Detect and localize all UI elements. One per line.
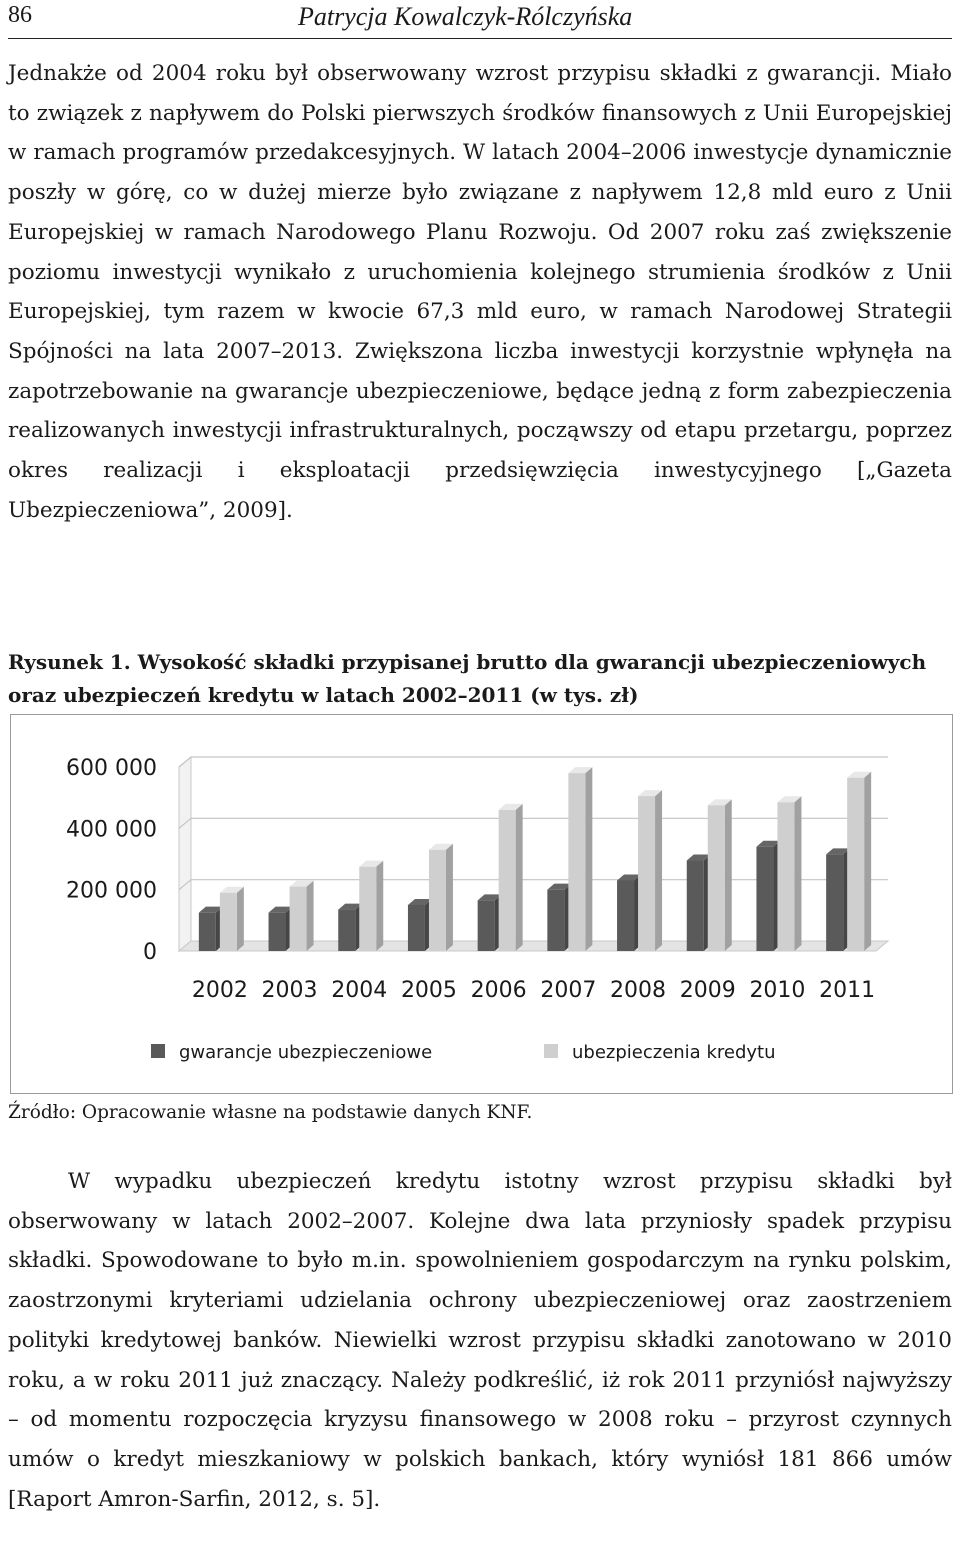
bar-side bbox=[376, 861, 383, 951]
bar bbox=[708, 805, 725, 951]
bar bbox=[756, 847, 773, 951]
running-header bbox=[8, 0, 952, 39]
bar bbox=[638, 796, 655, 951]
running-title: Patrycja Kowalczyk-Rólczyńska bbox=[298, 2, 633, 31]
page-number: 86 bbox=[8, 2, 32, 28]
x-tick-label: 2005 bbox=[400, 978, 457, 1003]
bar bbox=[199, 913, 216, 951]
bar bbox=[338, 910, 355, 951]
bar bbox=[408, 905, 425, 951]
x-tick-label: 2002 bbox=[191, 978, 248, 1003]
figure-caption: Rysunek 1. Wysokość składki przypisanej brutto dla gwarancji ubezpieczeniowych oraz ubezpieczeń kredytu w latach 2002–2011 (w tys. zł) bbox=[8, 650, 927, 707]
bar bbox=[617, 880, 634, 951]
bar-side bbox=[864, 772, 871, 951]
x-tick-label: 2006 bbox=[470, 978, 527, 1003]
bar bbox=[777, 802, 794, 951]
bar bbox=[847, 778, 864, 951]
bar bbox=[499, 810, 516, 951]
bar-side bbox=[307, 881, 314, 951]
bar bbox=[429, 850, 446, 951]
x-tick-label: 2004 bbox=[331, 978, 388, 1003]
legend-swatch bbox=[544, 1044, 558, 1058]
y-tick-label: 0 bbox=[143, 940, 157, 965]
bar bbox=[290, 887, 307, 951]
x-tick-label: 2011 bbox=[819, 978, 876, 1003]
y-tick-label: 400 000 bbox=[66, 817, 157, 843]
bar bbox=[269, 913, 286, 951]
y-tick-label: 600 000 bbox=[66, 756, 157, 781]
bar bbox=[220, 893, 237, 951]
figure-source: Źródło: Opracowanie własne na podstawie danych KNF. bbox=[8, 1102, 533, 1123]
bar bbox=[826, 854, 843, 951]
bar-side bbox=[794, 796, 801, 951]
x-tick-label: 2010 bbox=[749, 978, 806, 1003]
body-paragraph-2: W wypadku ubezpieczeń kredytu istotny wzrost przypisu składki był obserwowany w latach 2002–2007. Kolejne dwa lata przyniosły spadek przypisu składki. Spowodowane to było m.in. spowolnieniem gospodarczym na rynku polskim, zaostrzonymi kryteriami udzielania ochrony ubezpieczeniowej oraz zaostrzeniem polityki kredytowej banków. Niewielki wzrost przypisu składki zanotowano w 2010 roku, a w roku 2011 już znaczący. Należy podkreślić, iż rok 2011 przyniósł najwyższy – od momentu rozpoczęcia kryzysu finansowego w 2008 roku – przyrost czynnych umów o kredyt mieszkaniowy w polskich bankach, który wyniósł 181 866 umów [Raport Amron-Sarfin, 2012, s. 5]. bbox=[8, 1169, 952, 1512]
bar bbox=[687, 861, 704, 951]
legend-label: ubezpieczenia kredytu bbox=[572, 1042, 776, 1063]
bar-side bbox=[655, 790, 662, 951]
bar-side bbox=[725, 799, 732, 951]
bar-side bbox=[585, 767, 592, 951]
figure-chart bbox=[10, 714, 953, 1094]
x-tick-label: 2008 bbox=[610, 978, 667, 1003]
x-tick-label: 2003 bbox=[261, 978, 318, 1003]
x-tick-label: 2009 bbox=[679, 978, 736, 1003]
bar bbox=[359, 867, 376, 951]
legend-swatch bbox=[151, 1044, 165, 1058]
bar-side bbox=[516, 804, 523, 951]
bar-side bbox=[446, 844, 453, 951]
bar bbox=[547, 890, 564, 951]
y-tick-label: 200 000 bbox=[66, 878, 157, 904]
bar bbox=[478, 900, 495, 951]
bar-side bbox=[237, 887, 244, 951]
legend-label: gwarancje ubezpieczeniowe bbox=[179, 1042, 433, 1063]
bar bbox=[568, 773, 585, 951]
bar-chart bbox=[11, 715, 952, 1093]
x-tick-label: 2007 bbox=[540, 978, 597, 1003]
body-paragraph-1: Jednakże od 2004 roku był obserwowany wzrost przypisu składki z gwarancji. Miało to związek z napływem do Polski pierwszych środków finansowych z Unii Europejskiej w ramach programów przedakcesyjnych. W latach 2004–2006 inwestycje dynamicznie poszły w górę, co w dużej mierze było związane z napływem 12,8 mld euro z Unii Europejskiej w ramach Narodowego Planu Rozwoju. Od 2007 roku zaś zwiększenie poziomu inwestycji wynikało z uruchomienia kolejnego strumienia środków z Unii Europejskiej, tym razem w kwocie 67,3 mld euro, w ramach Narodowej Strategii Spójności na lata 2007–2013. Zwiększona liczba inwestycji korzystnie wpłynęła na zapotrzebowanie na gwarancje ubezpieczeniowe, będące jedną z form zabezpieczenia realizowanych inwestycji infrastrukturalnych, począwszy od etapu przetargu, poprzez okres realizacji i eksploatacji przedsięwzięcia inwestycyjnego [„Gazeta Ubezpieczeniowa”, 2009]. bbox=[8, 61, 952, 523]
chart-side-wall bbox=[179, 757, 191, 951]
